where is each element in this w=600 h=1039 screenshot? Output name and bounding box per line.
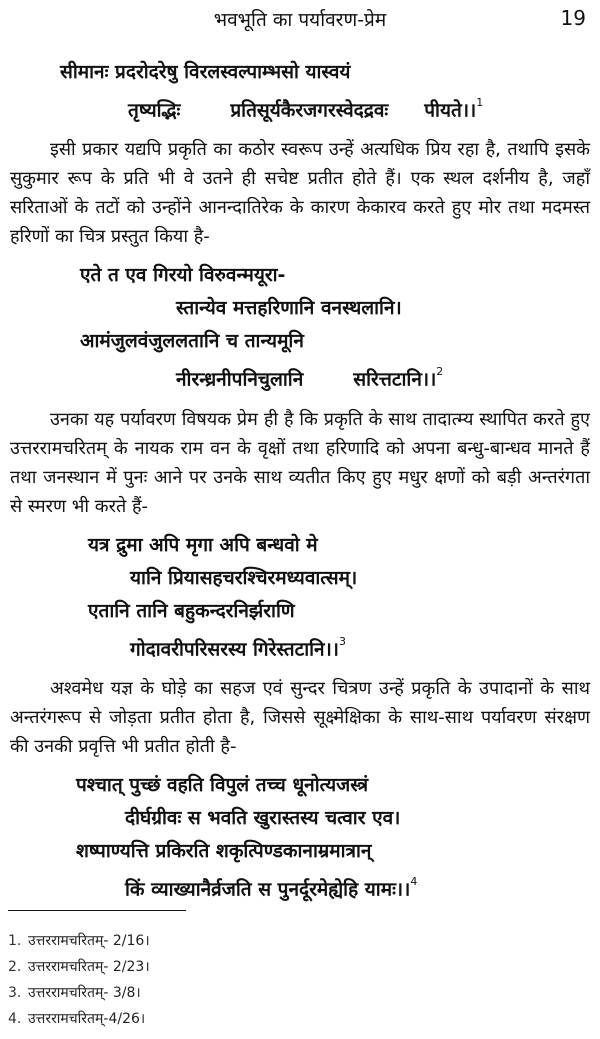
page-body bbox=[0, 56, 600, 906]
verse-line: स्तान्येव मत्तहरिणानि वनस्थलानि। bbox=[176, 297, 402, 320]
page-number: 19 bbox=[560, 6, 586, 30]
verse-word: नीरन्ध्रनीपनिचुलानि bbox=[176, 368, 304, 391]
verse-line: एते त एव गिरयो विरुवन्मयूरा- bbox=[80, 264, 286, 287]
footnote-item bbox=[8, 928, 408, 954]
verse-line: पश्चात् पुच्छं वहति विपुलं तच्च धूनोत्यजस्त्रं bbox=[76, 773, 369, 796]
verse-line bbox=[0, 358, 600, 396]
footnote-number: 4. bbox=[8, 1011, 22, 1027]
verse-line: यत्र द्रुमा अपि मृगा अपि बन्धवो मे bbox=[88, 533, 318, 556]
footnote-divider bbox=[8, 910, 186, 911]
footnote-number: 3. bbox=[8, 985, 22, 1001]
footnote-marker: 3 bbox=[339, 634, 346, 648]
verse-line: एतानि तानि बहुकन्दरनिर्झराणि bbox=[88, 599, 295, 622]
paragraph bbox=[0, 405, 600, 521]
verse-word: प्रतिसूर्यकैरजगरस्वेदद्रवः bbox=[230, 99, 389, 122]
footnote-text: उत्तररामचरितम्-4/26। bbox=[28, 1011, 146, 1027]
footnote-text: उत्तररामचरितम्- 2/23। bbox=[28, 959, 150, 975]
verse-block-2 bbox=[0, 259, 600, 396]
verse-line: यानि प्रियासहचरश्चिरमध्यवात्सम्। bbox=[130, 566, 358, 589]
verse-word: गोदावरीपरिसरस्य गिरेस्तटानि।। bbox=[130, 637, 339, 660]
footnote-number: 2. bbox=[8, 959, 22, 975]
verse-word: तृष्यद्भिः bbox=[128, 99, 181, 122]
footnote-item bbox=[8, 980, 408, 1006]
verse-line bbox=[0, 628, 600, 666]
verse-line: सीमानः प्रदरोदरेषु विरलस्वल्पाम्भसो यास्वयं bbox=[60, 61, 351, 83]
verse-line: दीर्घग्रीवः स भवति खुरास्तस्य चत्वार एव। bbox=[125, 806, 401, 829]
verse-line: शष्पाण्यत्ति प्रकिरति शकृत्पिण्डकानाम्रमात्रान् bbox=[76, 839, 372, 862]
paragraph bbox=[0, 674, 600, 761]
footnote-marker: 1 bbox=[476, 96, 484, 109]
verse-block-4 bbox=[0, 769, 600, 906]
verse-line bbox=[0, 868, 600, 906]
verse-word: पीयते।। bbox=[424, 99, 477, 122]
footnote-number: 1. bbox=[8, 933, 22, 949]
verse-line bbox=[0, 89, 600, 127]
footnote-marker: 2 bbox=[436, 365, 444, 379]
footnote-text: उत्तररामचरितम्- 2/16। bbox=[28, 933, 150, 949]
footnote-item bbox=[8, 1006, 408, 1032]
verse-block-1 bbox=[0, 56, 600, 127]
verse-line: आमंजुलवंजुललतानि च तान्यमूनि bbox=[80, 330, 304, 353]
verse-word: किं व्याख्यानैर्व्रजति स पुनर्दूरमेह्येहि यामः।। bbox=[125, 878, 411, 901]
paragraph-text: इसी प्रकार यद्यपि प्रकृति का कठोर स्वरूप उन्हें अत्यधिक प्रिय रहा है, तथापि इसके सुकुमार रूप के प्रति भी वे उतने ही सचेष्ट प्रतीत होते हैं। एक स्थल दर्शनीय है, जहाँ सरिताओं के तटों को उन्होंने आनन्दातिरेक के कारण केकारव करते हुए मोर तथा मदमस्त हरिणों का चित्र प्रस्तुत किया है- bbox=[10, 139, 590, 248]
verse-block-3 bbox=[0, 529, 600, 666]
footnote-marker: 4 bbox=[410, 874, 418, 888]
paragraph bbox=[0, 135, 600, 251]
paragraph-text: अश्वमेध यज्ञ के घोड़े का सहज एवं सुन्दर चित्रण उन्हें प्रकृति के उपादानों के साथ अन्तरंगरूप से जोड़ता प्रतीत होता है, जिससे सूक्ष्मेक्षिका के साथ-साथ पर्यावरण संरक्षण की उनकी प्रवृत्ति भी प्रतीत होती है- bbox=[10, 677, 590, 757]
running-title: भवभूति का पर्यावरण-प्रेम bbox=[213, 9, 387, 31]
footnotes bbox=[8, 928, 408, 1032]
footnote-item bbox=[8, 954, 408, 980]
paragraph-text: उनका यह पर्यावरण विषयक प्रेम ही है कि प्रकृति के साथ तादात्म्य स्थापित करते हुए उत्तररामचरितम् के नायक राम वन के वृक्षों तथा हरिणादि को अपना बन्धु-बान्धव मानते हैं तथा जनस्थान में पुनः आने पर उनके साथ व्यतीत किए हुए मधुर क्षणों को बड़ी अन्तरंगता से स्मरण भी करते हैं- bbox=[10, 408, 590, 517]
verse-word: सरित्तटानि।। bbox=[353, 368, 437, 391]
footnote-text: उत्तररामचरितम्- 3/8। bbox=[28, 985, 141, 1001]
page-header bbox=[0, 6, 600, 36]
